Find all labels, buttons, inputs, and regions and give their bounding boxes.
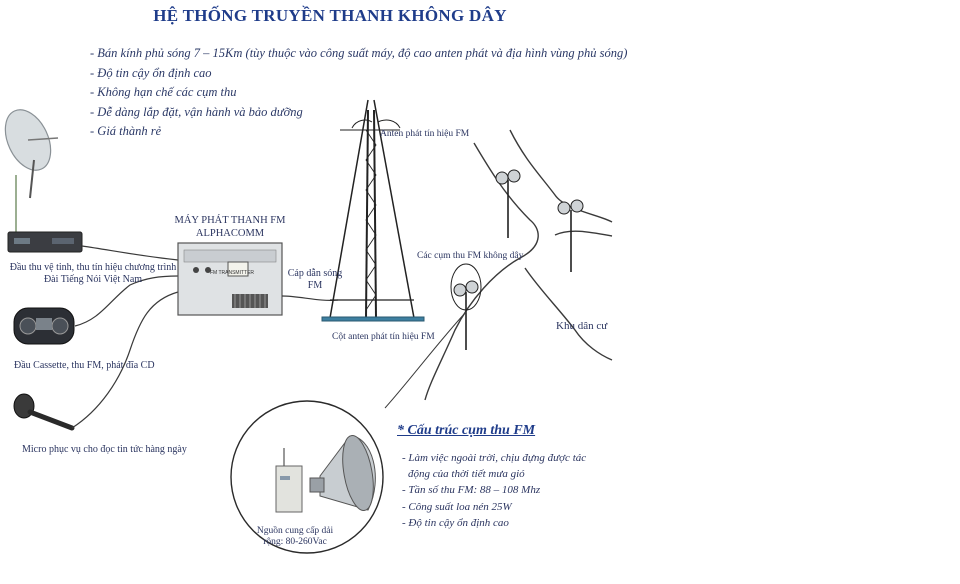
cassette-player-icon [14, 308, 74, 344]
cable-label-line: Cáp dẫn sóng [287, 268, 343, 279]
satellite-label-line: Đài Tiếng Nói Việt Nam [43, 274, 143, 285]
receiver-structure-title: * Cấu trúc cụm thu FM [397, 423, 536, 438]
satellite-dish-icon [0, 103, 60, 232]
page-title: HỆ THỐNG TRUYỀN THANH KHÔNG DÂY [153, 6, 507, 25]
list-item: động của thời tiết mưa gió [408, 468, 525, 481]
cable-label [285, 268, 345, 292]
road-lines [425, 130, 612, 400]
list-item: - Tần số thu FM: 88 – 108 Mhz [402, 484, 541, 497]
zoom-connector [385, 312, 466, 408]
transmitter-panel-label: FM TRANSMITTER [209, 270, 255, 276]
feature-list [90, 44, 627, 142]
micro-label: Micro phục vụ cho đọc tin tức hàng ngày [22, 444, 187, 455]
antenna-label: Anten phát tín hiệu FM [380, 129, 470, 139]
transmitter-label [172, 214, 288, 240]
residential-label: Khu dân cư [556, 320, 608, 332]
tower-label: Cột anten phát tín hiệu FM [332, 332, 435, 342]
power-label-line: Nguồn cung cấp dải [256, 526, 334, 536]
list-item: - Độ tin cậy ổn định cao [90, 65, 212, 80]
satellite-receiver-icon [8, 232, 82, 252]
fm-receiver-icon [496, 170, 520, 238]
power-label [250, 526, 340, 548]
power-label-line: rộng: 80-260Vac [263, 537, 327, 547]
list-item: - Làm việc ngoài trời, chịu đựng được tác [402, 452, 587, 464]
list-item: - Giá thành rẻ [90, 124, 162, 138]
microphone-icon [14, 394, 72, 428]
list-item: - Độ tin cậy ổn định cao [402, 516, 509, 529]
list-item: - Công suất loa nén 25W [402, 500, 512, 513]
transmitter-label-line: MÁY PHÁT THANH FM [174, 215, 286, 226]
cable-label-line: FM [307, 280, 323, 291]
fm-transmitter-icon [178, 243, 282, 315]
list-item: - Không hạn chế các cụm thu [90, 85, 237, 99]
feeder-cable [282, 296, 338, 300]
cassette-label: Đầu Cassette, thu FM, phát đĩa CD [14, 360, 155, 371]
receivers-label: Các cụm thu FM không dây [417, 251, 524, 261]
fm-receiver-icon [558, 200, 583, 272]
satellite-label-line: Đầu thu vệ tinh, thu tín hiệu chương trình [9, 262, 177, 273]
transmitter-label-line: ALPHACOMM [195, 228, 265, 239]
satellite-label [8, 262, 178, 286]
receiver-structure-list [402, 450, 586, 531]
fm-receiver-icon [451, 264, 481, 350]
list-item: - Bán kính phủ sóng 7 – 15Km (tùy thuộc vào công suất máy, độ cao anten phát và địa hình vùng phủ sóng) [90, 46, 628, 60]
list-item: - Dễ dàng lắp đặt, vận hành và bảo dưỡng [90, 104, 303, 119]
